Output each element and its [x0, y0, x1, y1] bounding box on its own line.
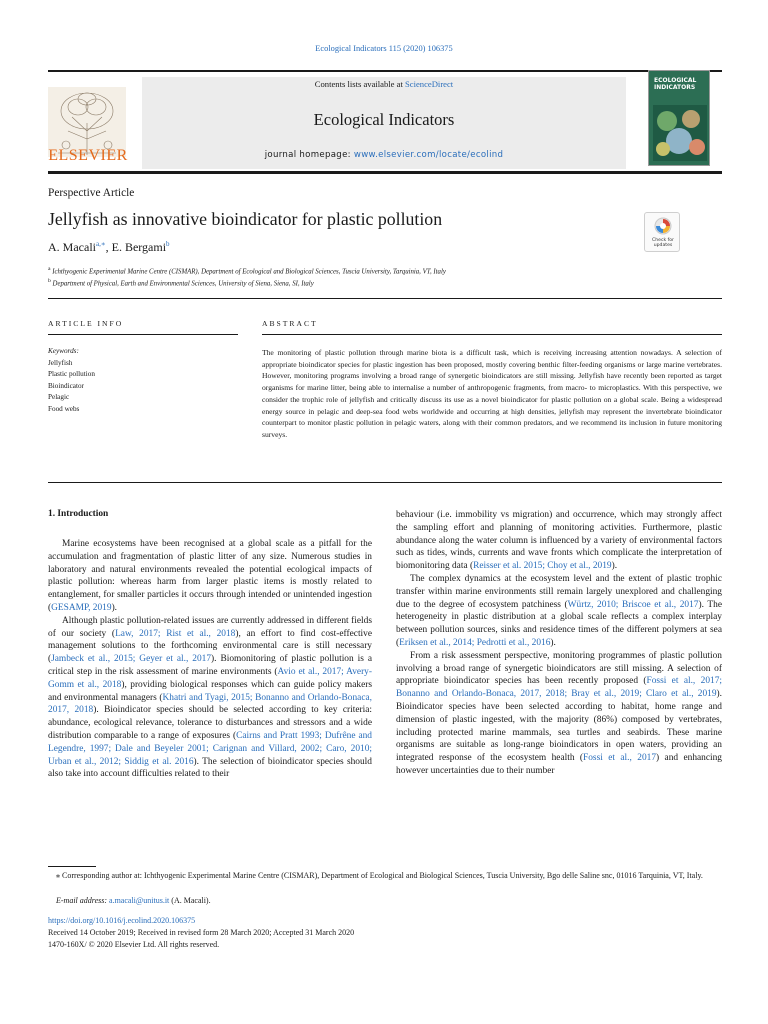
- citation-link[interactable]: Fossi et al., 2017; Bonanno and Orlando-Bonaca, 2017, 2018; Bray et al., 2019; Claro et al., 2019: [396, 676, 722, 700]
- homepage-link[interactable]: www.elsevier.com/locate/ecolind: [353, 150, 504, 160]
- body-column-left: [48, 526, 372, 781]
- citation-link[interactable]: Fossi et al., 2017: [583, 753, 657, 764]
- publisher-wordmark: ELSEVIER: [48, 147, 128, 164]
- section-heading-introduction: 1. Introduction: [48, 509, 109, 519]
- paragraph: Although plastic pollution-related issues are currently addressed in different fields of our society (Law, 2017; Rist et al., 2018), an effort to find cost-effective management solutions to the forthcoming environmental care is still necessary (Jambeck et al., 2015; Geyer et al., 2017). Biomonitoring of plastic pollution is a critical step in the risk assessment of marine environments (Avio et al., 2017; Avery-Gomm et al., 2018), providing biological responses which can guide policy makers and environmental managers (Khatri and Tyagi, 2015; Bonanno and Orlando-Bonaca, 2017, 2018). Bioindicator species should be selected according to key criteria: abundance, ecological relevance, tolerance to disturbances and stressors and a wide distribution comparable to a range of exposures (Cairns and Pratt 1993; Dufrêne and Legendre, 1997; Dale and Beyeler 2001; Carignan and Villard, 2002; Caro, 2010; Urban et al., 2012; Siddig et al. 2016). The selection of bioindicator species should also take into account difficulties related to their: [48, 615, 373, 780]
- keyword-item: Jellyfish: [48, 358, 73, 367]
- article-info-rule: [48, 334, 238, 335]
- email-link[interactable]: a.macali@unitus.it: [109, 896, 170, 905]
- author-name: E. Bergami: [111, 240, 167, 254]
- keyword-item: Food webs: [48, 404, 80, 413]
- paragraph: The complex dynamics at the ecosystem level and the extent of plastic trophic transfer within marine environments still remain largely unexplored and challenging due to the degree of ecosystem patchiness (Würtz, 2010; Briscoe et al., 2017). The heterogeneity in plastic distribution at a global scale reflects a complex interplay between pollution sources, sinks and residence times of the different polymers at sea (Eriksen et al., 2014; Pedrotti et al., 2016).: [396, 573, 722, 648]
- citation-link[interactable]: Avio et al., 2017; Avery-Gomm et al., 2018: [48, 666, 372, 690]
- check-for-updates-badge[interactable]: [644, 212, 680, 252]
- citation-link[interactable]: Cairns and Pratt 1993; Dufrêne and Legendre, 1997; Dale and Beyeler 2001; Carignan and Villard, 2002; Caro, 2010; Urban et al., 2012; Siddig et al. 2016: [48, 730, 372, 767]
- footnote-rule: [48, 866, 96, 867]
- article-type: Perspective Article: [48, 187, 135, 199]
- author-affiliation-mark[interactable]: a,∗: [95, 240, 106, 248]
- cover-image-icon: [653, 105, 707, 161]
- affiliation-a: $^a$ Ichthyogenic Experimental Marine Centre (CISMAR), Department of Ecological and Biological Sciences, Tuscia University, Tarquinia, VT, Italy: [48, 266, 446, 276]
- citation-link[interactable]: Eriksen et al., 2014; Pedrotti et al., 2016: [399, 637, 551, 648]
- received-dates: Received 14 October 2019; Received in revised form 28 March 2020; Accepted 31 March 2020: [48, 928, 355, 937]
- keyword-item: Bioindicator: [48, 381, 84, 390]
- doi-link[interactable]: https://doi.org/10.1016/j.ecolind.2020.106375: [48, 916, 196, 925]
- header-bottom-rule: [48, 171, 722, 174]
- citation-link[interactable]: Khatri and Tyagi, 2015; Bonanno and Orlando-Bonaca, 2017, 2018: [48, 692, 372, 716]
- keyword-item: Plastic pollution: [48, 370, 95, 378]
- journal-homepage: journal homepage: www.elsevier.com/locate/ecolind: [264, 150, 504, 160]
- keywords-label: Keywords:: [48, 347, 79, 355]
- abstract-text: The monitoring of plastic pollution through marine biota is a difficult task, which is receiving increasing attention nowadays. A selection of appropriate bioindicator species for plastic ingestion has been proposed, mostly covering benthic filter-feeding organisms or large marine vertebrates. However, monitoring programs involving a broad range of synergetic bioindicators are still missing. Jellyfish have recently been reported as target organisms for marine litter, being able to internalise a number of anthropogenic fragments, from macro- to microplastics. With this perspective, we consider the trophic role of jellyfish and critically discuss its use as a novel bioindicator for plastic pollution on a global scale. Being a widespread energy source in pelagic and deep-sea food webs worldwide and occurring at high densities, jellyfish may represent the invertebrate bioindicator counterpart to monitor plastic pollution in pelagic waters, along with their common predators, and we recommend its inclusion in future monitoring surveys.: [262, 348, 722, 439]
- keywords-block: [48, 346, 95, 415]
- affiliation-b: $^b$ Department of Physical, Earth and Environmental Sciences, University of Siena, Siena, SI, Italy: [48, 278, 314, 288]
- affiliation-rule: [48, 298, 722, 299]
- copyright-line: 1470-160X/ © 2020 Elsevier Ltd. All rights reserved.: [48, 940, 220, 949]
- journal-name: Ecological Indicators: [313, 110, 455, 129]
- abstract-heading: ABSTRACT: [262, 319, 318, 328]
- paragraph: From a risk assessment perspective, monitoring programmes of plastic pollution involving a broad range of synergetic bioindicators are still missing. A selection of appropriate bioindicator species has been recently proposed (Fossi et al., 2017; Bonanno and Orlando-Bonaca, 2017, 2018; Bray et al., 2019; Claro et al., 2019). Bioindicator species have been selected according to habitat, home range and dimension of plastic ingested, with the majority (86%) composed by vertebrates, including protected marine mammals, sea turtles and seabirds. These marine organisms are suitable as long-range bioindicators in open waters, providing an integrated response of the ecosystem health (Fossi et al., 2017) and enhancing however uncertainties due to their number: [396, 650, 722, 776]
- article-title: Jellyfish as innovative bioindicator for plastic pollution: [48, 209, 443, 229]
- citation-link[interactable]: GESAMP, 2019: [51, 602, 112, 613]
- journal-cover-thumbnail[interactable]: [648, 70, 710, 166]
- cover-title: ECOLOGICAL INDICATORS: [654, 77, 697, 91]
- header-top-rule: [48, 70, 722, 72]
- email-note: E-mail address: a.macali@unitus.it (A. Macali).: [56, 896, 211, 905]
- journal-citation[interactable]: Ecological Indicators 115 (2020) 106375: [315, 44, 453, 53]
- author-name: A. Macali: [48, 240, 96, 254]
- abstract-rule: [262, 334, 722, 335]
- doi-line: [48, 915, 722, 927]
- check-updates-icon: [654, 217, 672, 237]
- paragraph: behaviour (i.e. immobility vs migration) and occurrence, which may strongly affect the sampling effort and planning of monitoring activities. Furthermore, plastic abundance along the water column is influenced by a variety of environmental factors such as tides, winds, currents and wave fronts which complicate the interpretation of biomonitoring data (Reisser et al. 2015; Choy et al., 2019).: [396, 510, 722, 572]
- citation-link[interactable]: Reisser et al. 2015; Choy et al., 2019: [473, 561, 612, 572]
- citation-link[interactable]: Würtz, 2010; Briscoe et al., 2017: [567, 599, 699, 610]
- citation-link[interactable]: Jambeck et al., 2015; Geyer et al., 2017: [51, 654, 212, 665]
- contents-line: Contents lists available at ScienceDirect: [314, 79, 454, 89]
- author-list: A. Macali$^{a,∗}$, E. Bergami$^b$: [48, 240, 170, 254]
- keyword-item: Pelagic: [48, 393, 70, 401]
- check-updates-label: Check for updates: [652, 238, 674, 249]
- author-affiliation-mark[interactable]: b: [166, 240, 170, 248]
- article-info-heading: ARTICLE INFO: [48, 319, 124, 328]
- paragraph: Marine ecosystems have been recognised at a global scale as a pitfall for the accumulation and fragmentation of plastic litter of any size. Numerous studies in laboratory and natural environments revealed the potential ecological impacts of plastic pollution: whereas harm from larger plastic items is mostly related to entanglement, for smaller particles it occurs through intended or unintended ingestion (GESAMP, 2019).: [48, 539, 372, 613]
- sciencedirect-link[interactable]: ScienceDirect: [405, 79, 454, 89]
- citation-link[interactable]: Law, 2017; Rist et al., 2018: [115, 628, 236, 639]
- corresponding-author-note: ⁎ Corresponding author at: Ichthyogenic Experimental Marine Centre (CISMAR), Department of Ecological and Biological Sciences, Tuscia University, Bgo delle Saline snc, 01016 Tarquinia, VT, Italy.: [56, 871, 703, 880]
- abstract-bottom-rule: [48, 482, 722, 483]
- body-column-right: [396, 509, 722, 778]
